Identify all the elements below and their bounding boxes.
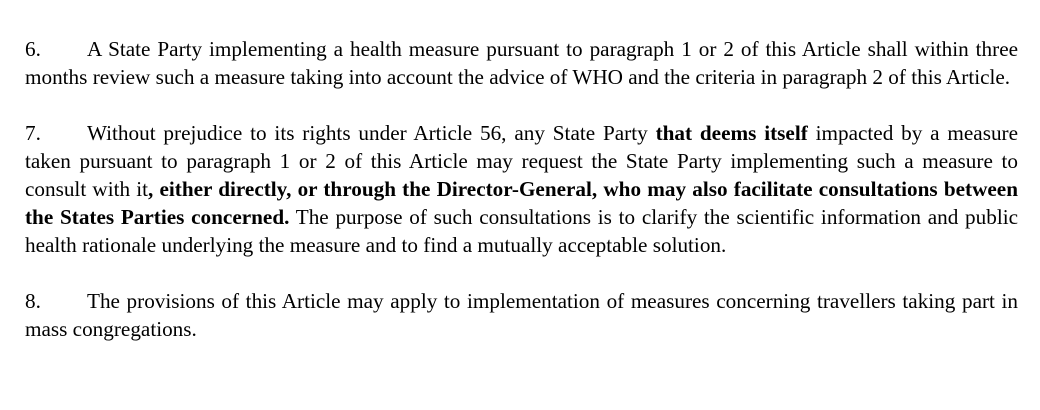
paragraph-text-segment: The purpose of such consultations is to clarify the scientific information and public health rationale underlying the measure and to find a mutually acceptable solution. xyxy=(25,205,1018,257)
paragraph-8 xyxy=(25,287,1018,343)
document-body xyxy=(25,35,1018,343)
paragraph-number: 8. xyxy=(25,289,41,313)
amendment-bold-text: , either directly, or through the Director-General, who may also facilitate consultations between the States Parties concerned. xyxy=(25,177,1018,229)
paragraph-number: 7. xyxy=(25,121,41,145)
amendment-bold-text: that deems itself xyxy=(655,121,808,145)
paragraph-text: The provisions of this Article may apply to implementation of measures concerning travellers taking part in mass congregations. xyxy=(25,289,1018,341)
paragraph-text: A State Party implementing a health measure pursuant to paragraph 1 or 2 of this Article shall within three months review such a measure taking into account the advice of WHO and the criteria in paragraph 2 of this Article. xyxy=(25,37,1018,89)
paragraph-text-segment: Without prejudice to its rights under Article 56, any State Party xyxy=(87,121,656,145)
paragraph-6 xyxy=(25,35,1018,91)
paragraph-text-segment: impacted by a measure taken pursuant to paragraph 1 or 2 of this Article may request the State Party implementing such a measure to consult with it xyxy=(25,121,1019,201)
paragraph-7 xyxy=(25,119,1018,259)
paragraph-number: 6. xyxy=(25,37,41,61)
